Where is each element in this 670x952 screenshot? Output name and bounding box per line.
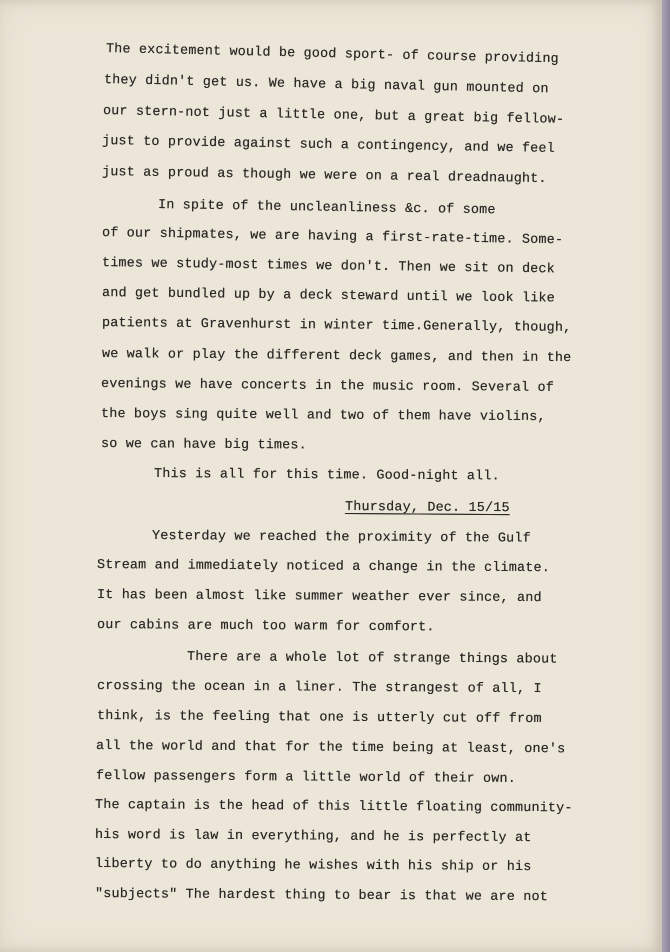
text-line: his word is law in everything, and he is perfectly at [94,828,532,847]
text-line: In spite of the uncleanliness &c. of some [157,198,496,219]
entry-date-heading: Thursday, Dec. 15/15 [344,500,510,517]
text-line: This is all for this time. Good-night all. [153,467,500,485]
text-line: There are a whole lot of strange things about [186,650,558,668]
text-line: fellow passengers form a little world of their own. [95,769,517,787]
text-line: all the world and that for the time being at least, one's [95,739,566,758]
text-line: The captain is the head of this little floating community- [94,798,573,817]
text-line: we walk or play the different deck games, and then in the [101,347,572,367]
text-line: evenings we have concerts in the music room. Several of [100,377,555,396]
text-line: just to provide against such a contingency, and we feel [101,134,556,157]
text-line: our cabins are much too warm for comfort. [96,618,435,636]
text-line: think, is the feeling that one is utterly cut off from [96,709,542,728]
text-line: so we can have big times. [100,437,307,454]
text-line: The excitement would be good sport- of course providing [105,42,560,68]
text-line: Yesterday we reached the proximity of the Gulf [151,529,531,547]
page-edge-shadow [662,0,670,952]
text-line: liberty to do anything he wishes with his ship or his [94,857,532,876]
text-line: "subjects" The hardest thing to bear is that we are not [94,887,549,906]
text-line: and get bundled up by a deck steward until we look like [101,286,556,307]
text-line: times we study-most times we don't. Then we sit on deck [101,256,556,278]
text-line: Stream and immediately noticed a change in the climate. [96,558,551,577]
text-line: patients at Gravenhurst in winter time.Generally, though, [101,316,572,336]
text-line: they didn't get us. We have a big naval gun mounted on [103,73,549,98]
text-line: of our shipmates, we are having a first-rate-time. Some- [101,226,564,249]
text-line: crossing the ocean in a liner. The strangest of all, I [96,679,542,698]
text-line: our stern-not just a little one, but a great big fellow- [102,104,565,128]
text-line: the boys sing quite well and two of them have violins, [100,407,546,426]
text-line: It has been almost like summer weather ever since, and [96,588,542,607]
text-line: just as proud as though we were on a real dreadnaught. [101,165,547,187]
